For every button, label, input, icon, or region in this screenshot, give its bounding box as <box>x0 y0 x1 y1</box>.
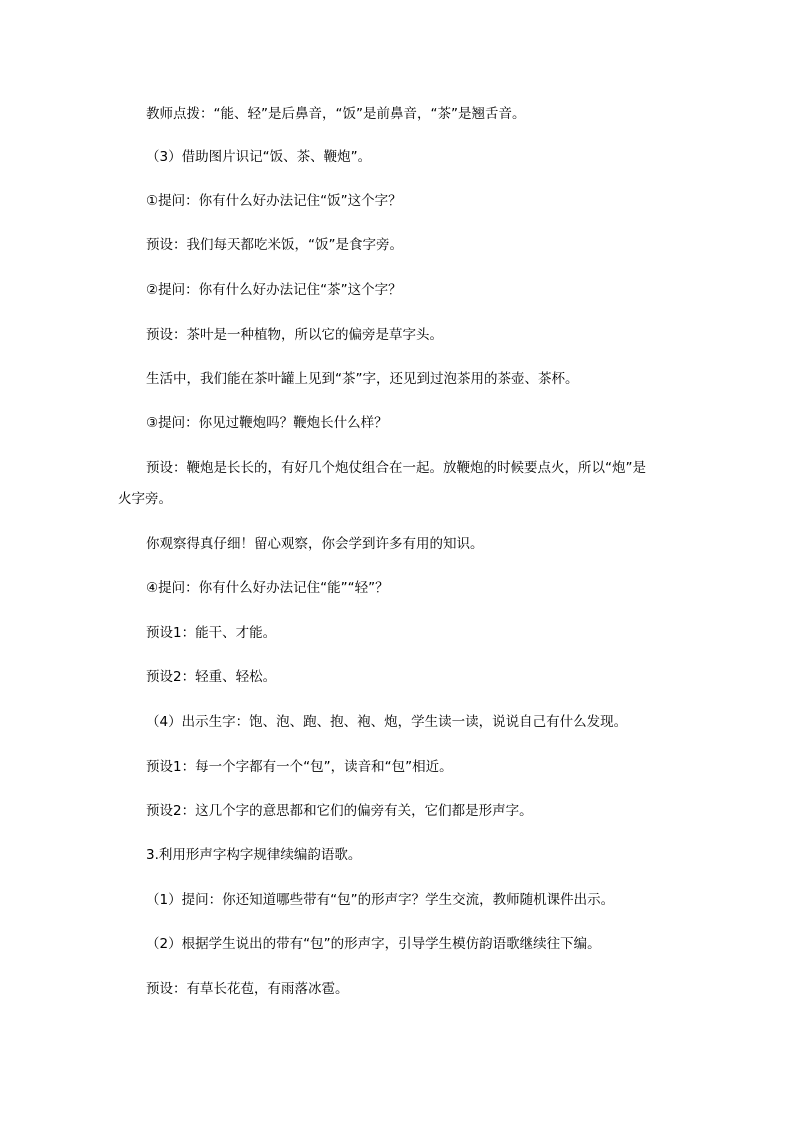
paragraph-step-3: （3）借助图片识记“饭、茶、鞭炮”。 <box>146 149 372 165</box>
paragraph-answer-5a: 预设1：每一个字都有一个“包”，读音和“包”相近。 <box>146 759 453 775</box>
paragraph-answer-4b: 预设2：轻重、轻松。 <box>146 669 277 685</box>
paragraph-answer-5b: 预设2：这几个字的意思都和它们的偏旁有关，它们都是形声字。 <box>146 803 533 819</box>
paragraph-answer-3-line-1: 预设：鞭炮是长长的，有好几个炮仗组合在一起。放鞭炮的时候要点火，所以“炮”是 <box>146 460 646 476</box>
paragraph-answer-2: 预设：茶叶是一种植物，所以它的偏旁是草字头。 <box>146 327 443 343</box>
paragraph-answer-1: 预设：我们每天都吃米饭，“饭”是食字旁。 <box>146 237 403 253</box>
paragraph-praise: 你观察得真仔细！留心观察，你会学到许多有用的知识。 <box>146 536 484 552</box>
paragraph-question-1: ①提问：你有什么好办法记住“饭”这个字？ <box>146 193 402 209</box>
paragraph-answer-4a: 预设1：能干、才能。 <box>146 625 277 641</box>
paragraph-question-3: ③提问：你见过鞭炮吗？鞭炮长什么样？ <box>146 415 388 431</box>
paragraph-answer-3-line-2: 火字旁。 <box>118 491 172 507</box>
paragraph-sub-1: （1）提问：你还知道哪些带有“包”的形声字？学生交流，教师随机课件出示。 <box>146 892 615 908</box>
paragraph-sub-2: （2）根据学生说出的带有“包”的形声字，引导学生模仿韵语歌继续往下编。 <box>146 936 601 952</box>
paragraph-answer-6: 预设：有草长花苞，有雨落冰雹。 <box>146 981 349 997</box>
paragraph-step-4: （4）出示生字：饱、泡、跑、抱、袍、炮，学生读一读，说说自己有什么发现。 <box>146 714 628 730</box>
paragraph-teacher-hint: 教师点拨：“能、轻”是后鼻音，“饭”是前鼻音，“茶”是翘舌音。 <box>146 106 526 122</box>
paragraph-life-example: 生活中，我们能在茶叶罐上见到“茶”字，还见到过泡茶用的茶壶、茶杯。 <box>146 371 579 387</box>
paragraph-question-2: ②提问：你有什么好办法记住“茶”这个字？ <box>146 282 402 298</box>
paragraph-question-4: ④提问：你有什么好办法记住“能”“轻”？ <box>146 580 389 596</box>
section-heading-3: 3.利用形声字构字规律续编韵语歌。 <box>146 847 362 863</box>
